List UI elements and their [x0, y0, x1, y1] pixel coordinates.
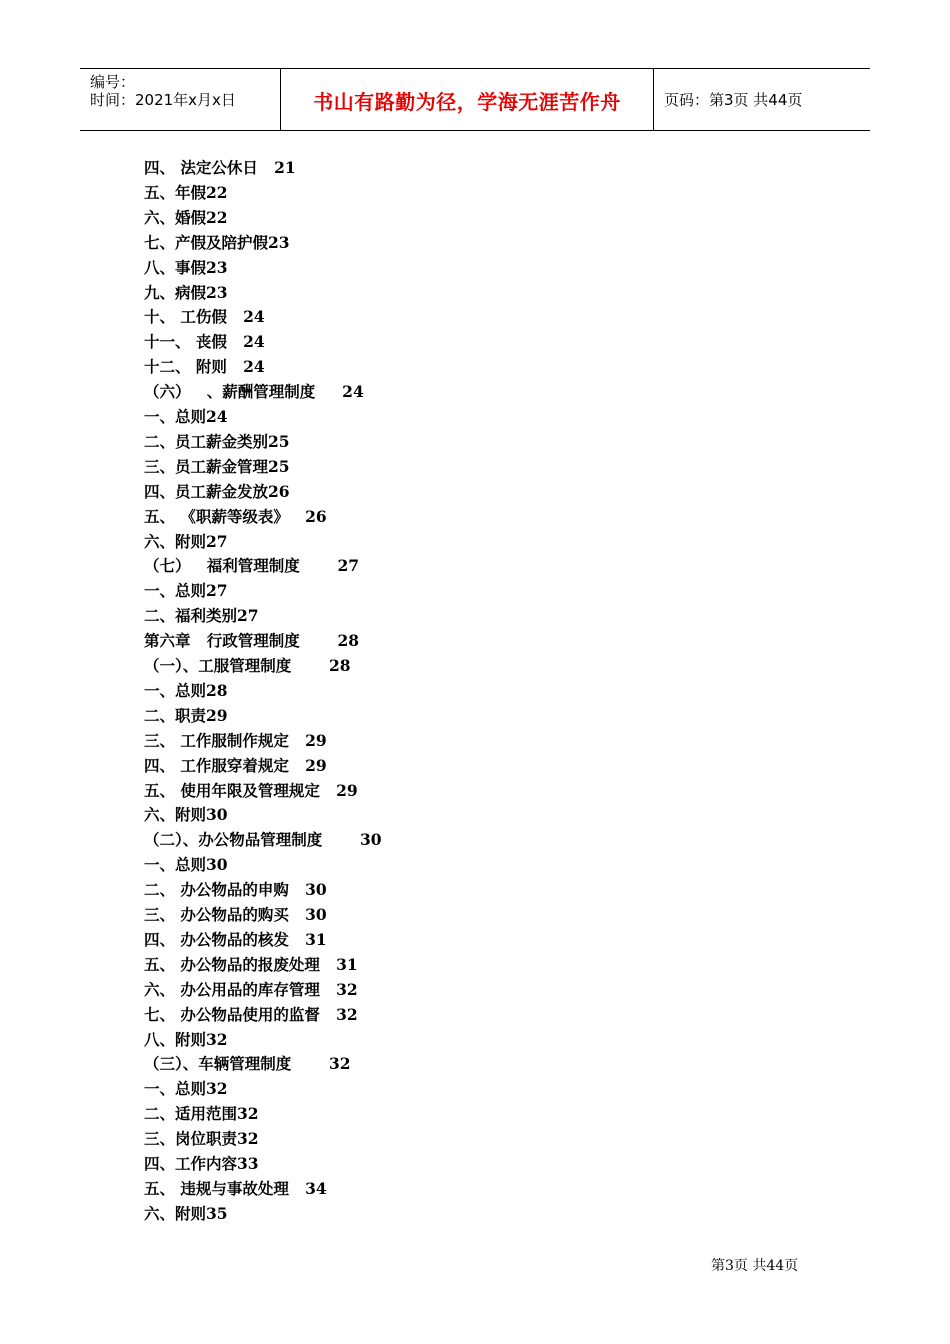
- document-date: 时间：2021年x月x日: [90, 91, 236, 109]
- toc-entry[interactable]: 九、病假23: [144, 282, 228, 302]
- header-motto: 书山有路勤为径，学海无涯苦作舟: [313, 90, 621, 114]
- toc-entry[interactable]: （六） 、薪酬管理制度 24: [144, 382, 364, 402]
- toc-entry[interactable]: （二）、办公物品管理制度 30: [144, 830, 382, 850]
- toc-entry[interactable]: 一、总则27: [144, 581, 228, 601]
- toc-entry[interactable]: 二、适用范围32: [144, 1104, 259, 1124]
- toc-entry[interactable]: （一）、工服管理制度 28: [144, 656, 351, 675]
- toc-entry[interactable]: 四、工作内容33: [144, 1154, 259, 1173]
- toc-entry[interactable]: 五、年假22: [144, 182, 228, 202]
- toc-entry[interactable]: 二、福利类别27: [144, 606, 259, 626]
- toc-entry[interactable]: 十、 工伤假 24: [144, 307, 265, 327]
- toc-entry[interactable]: 三、岗位职责32: [144, 1129, 259, 1149]
- toc-entry[interactable]: 四、员工薪金发放26: [144, 481, 290, 501]
- toc-entry[interactable]: 四、 工作服穿着规定 29: [144, 755, 327, 775]
- toc-entry[interactable]: 四、 办公物品的核发 31: [144, 929, 327, 949]
- toc-entry[interactable]: 六、附则27: [144, 531, 228, 551]
- header-meta-cell: [80, 69, 281, 130]
- toc-entry[interactable]: 六、附则35: [144, 1203, 228, 1223]
- toc-entry[interactable]: 十一、 丧假 24: [144, 332, 265, 352]
- toc-entry[interactable]: 第六章 行政管理制度 28: [144, 631, 360, 651]
- header-page-cell: [654, 69, 870, 130]
- toc-entry[interactable]: 一、总则32: [144, 1079, 228, 1099]
- page-header: [80, 68, 870, 131]
- toc-entry[interactable]: 五、 违规与事故处理 34: [144, 1178, 327, 1198]
- toc-entry[interactable]: 五、 《职薪等级表》 26: [144, 506, 327, 526]
- toc-entry[interactable]: 三、员工薪金管理25: [144, 456, 290, 476]
- toc-entry[interactable]: 五、 办公物品的报废处理 31: [144, 954, 358, 974]
- toc-entry[interactable]: 十二、 附则 24: [144, 357, 265, 377]
- toc-entry[interactable]: 三、 办公物品的购买 30: [144, 905, 327, 924]
- toc-entry[interactable]: 八、事假23: [144, 257, 228, 277]
- toc-entry[interactable]: 六、 办公用品的库存管理 32: [144, 979, 358, 999]
- toc-entry[interactable]: （三）、车辆管理制度 32: [144, 1054, 351, 1074]
- toc-entry[interactable]: 五、 使用年限及管理规定 29: [144, 780, 358, 800]
- toc-entry[interactable]: 四、 法定公休日 21: [144, 158, 296, 177]
- header-page-info: 页码：第3页 共44页: [664, 91, 803, 109]
- header-motto-cell: [281, 69, 654, 130]
- document-number-label: 编号：: [90, 73, 136, 91]
- toc-entry[interactable]: 一、总则30: [144, 855, 228, 875]
- footer-page-number: 第3页 共44页: [711, 1258, 799, 1274]
- toc-entry[interactable]: 六、附则30: [144, 805, 228, 825]
- toc-entry[interactable]: 二、职责29: [144, 705, 228, 725]
- toc-entry[interactable]: 一、总则28: [144, 680, 228, 700]
- toc-entry[interactable]: 二、 办公物品的申购 30: [144, 880, 327, 900]
- toc-entry[interactable]: 七、 办公物品使用的监督 32: [144, 1004, 358, 1024]
- toc-entry[interactable]: 七、产假及陪护假23: [144, 232, 290, 252]
- toc-entry[interactable]: 六、婚假22: [144, 207, 228, 227]
- toc-entry[interactable]: 三、 工作服制作规定 29: [144, 730, 327, 750]
- toc-entry[interactable]: 二、员工薪金类别25: [144, 431, 290, 451]
- toc-entry[interactable]: （七） 福利管理制度 27: [144, 556, 360, 576]
- toc-entry[interactable]: 一、总则24: [144, 407, 228, 426]
- toc-entry[interactable]: 八、附则32: [144, 1029, 228, 1049]
